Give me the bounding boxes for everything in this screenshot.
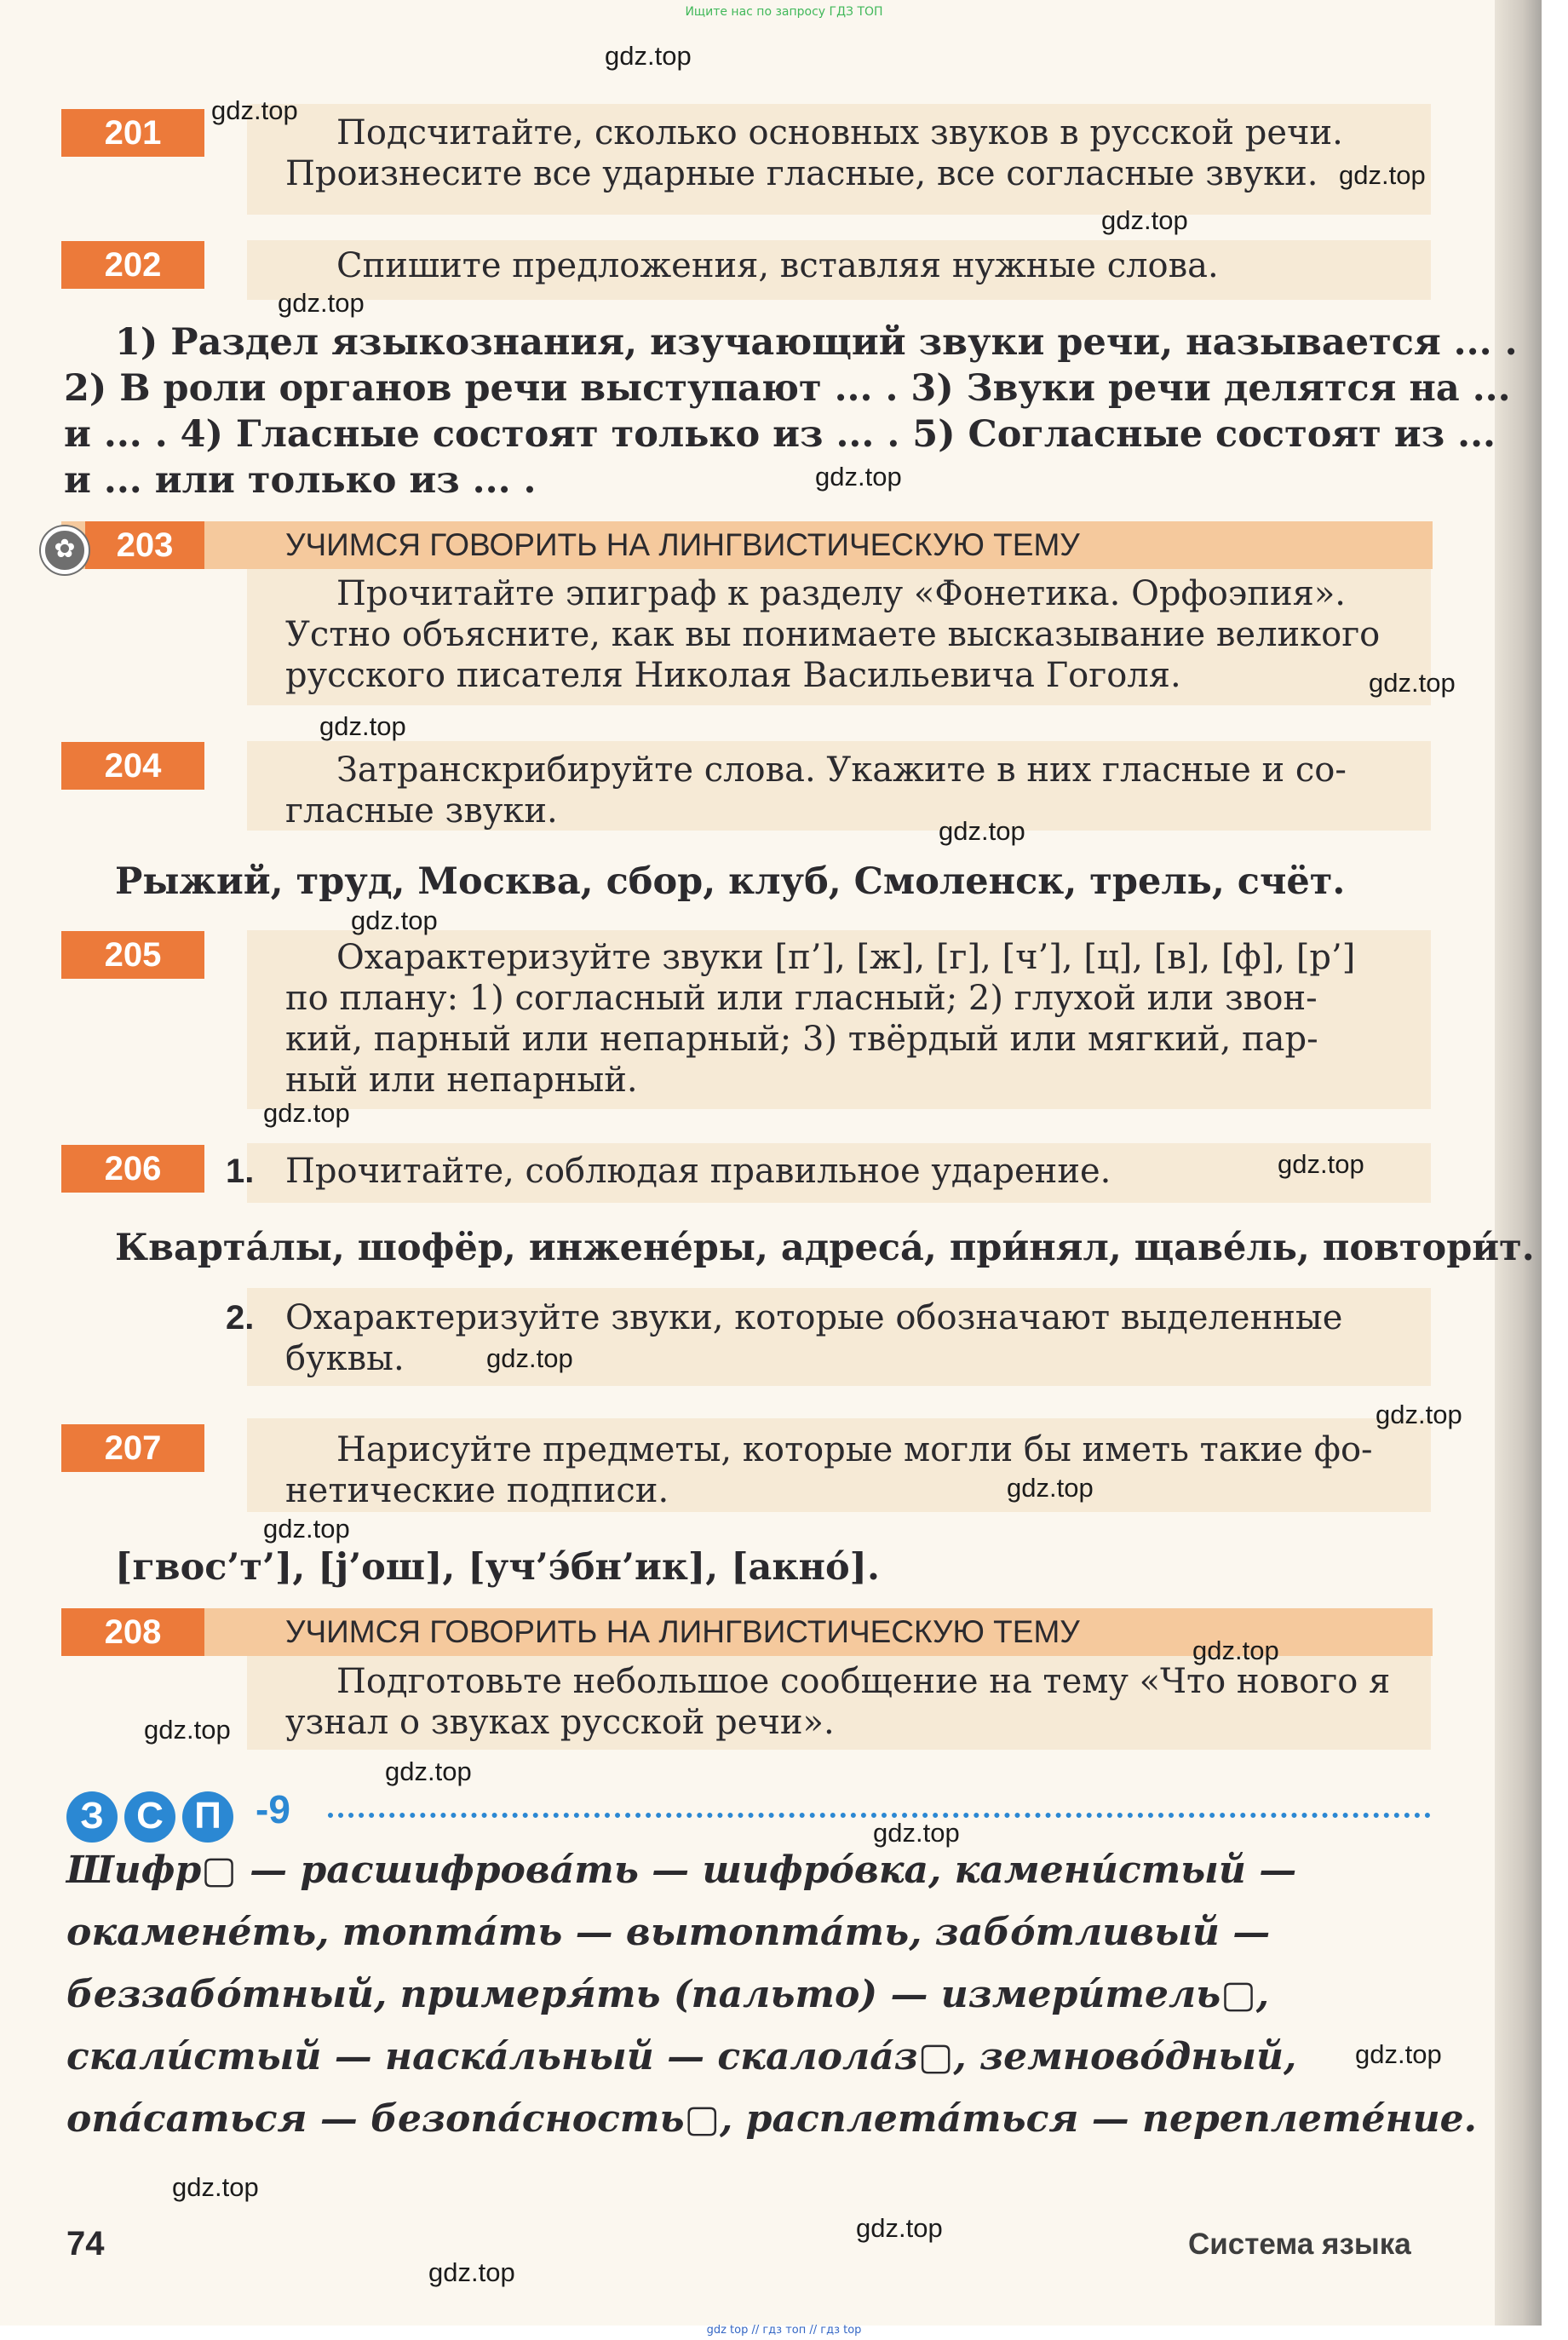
watermark: gdz.top [1355, 2039, 1442, 2069]
exercise-205-line: ный или непарный. [285, 1061, 638, 1100]
watermark: gdz.top [1278, 1149, 1364, 1179]
watermark: gdz.top [939, 816, 1025, 846]
exercise-201-line: Подсчитайте, сколько основных звуков в русской речи. [336, 113, 1343, 152]
watermark: gdz.top [263, 1514, 350, 1544]
exercise-208-number: 208 [61, 1608, 204, 1656]
watermark: gdz.top [1339, 160, 1426, 190]
exercise-205-number: 205 [61, 931, 204, 979]
zsp-line: беззабо́тный, примеря́ть (пальто) — измери́тель▢, [66, 1973, 1270, 2016]
watermark: gdz.top [1101, 205, 1188, 235]
watermark: gdz.top [351, 906, 438, 935]
exercise-203-line: Прочитайте эпиграф к разделу «Фонетика. Орфоэпия». [336, 574, 1347, 613]
zsp-badge-p: П [182, 1791, 233, 1843]
exercise-203-line: русского писателя Николая Васильевича Гоголя. [285, 656, 1181, 695]
watermark: gdz.top [856, 2213, 943, 2243]
exercise-202-number: 202 [61, 241, 204, 289]
exercise-207-number: 207 [61, 1424, 204, 1472]
exercise-205-line: Охарактеризуйте звуки [п’], [ж], [г], [ч’], [ц], [в], [ф], [р’] [336, 938, 1356, 977]
exercise-208-line: узнал о звуках русской речи». [285, 1703, 835, 1742]
watermark: gdz.top [1369, 668, 1456, 698]
zsp-badge-z: З [66, 1791, 118, 1843]
exercise-206-line: буквы. [285, 1339, 405, 1378]
watermark: gdz.top [1007, 1473, 1094, 1503]
exercise-201-line: Произнесите все ударные гласные, все согласные звуки. [285, 154, 1318, 193]
watermark: gdz.top [319, 711, 406, 741]
page-number: 74 [66, 2225, 105, 2262]
watermark: gdz.top [873, 1818, 960, 1848]
top-note: Ищите нас по запросу ГДЗ ТОП [685, 5, 883, 19]
watermark: gdz.top [486, 1343, 573, 1373]
exercise-202-body: 1) Раздел языкознания, изучающий звуки речи, называется ... . [115, 321, 1518, 364]
watermark: gdz.top [1376, 1400, 1462, 1429]
watermark: gdz.top [815, 462, 902, 492]
zsp-line: опа́саться — безопа́сность▢, расплета́ться — переплете́ние. [66, 2097, 1477, 2141]
exercise-206-number: 206 [61, 1145, 204, 1193]
exercise-203-heading: УЧИМСЯ ГОВОРИТЬ НА ЛИНГВИСТИЧЕСКУЮ ТЕМУ [285, 527, 1080, 562]
exercise-206-line: Прочитайте, соблюдая правильное ударение. [285, 1152, 1111, 1191]
creative-task-icon: ✿ [41, 526, 89, 574]
exercise-208-line: Подготовьте небольшое сообщение на тему «Что нового я [336, 1662, 1391, 1701]
exercise-207-line: Нарисуйте предметы, которые могли бы иметь такие фо- [336, 1430, 1373, 1469]
section-title: Система языка [1188, 2228, 1411, 2261]
exercise-207-body: [гвос’т’], [j’ош], [уч’э́бн’ик], [акно́]. [115, 1546, 880, 1589]
exercise-208-heading: УЧИМСЯ ГОВОРИТЬ НА ЛИНГВИСТИЧЕСКУЮ ТЕМУ [285, 1614, 1080, 1649]
exercise-206-line: Охарактеризуйте звуки, которые обозначают выделенные [285, 1298, 1343, 1337]
exercise-202-body: и ... или только из ... . [64, 459, 537, 502]
exercise-204-line: гласные звуки. [285, 791, 558, 831]
zsp-number: -9 [256, 1787, 290, 1831]
zsp-badge-s: С [124, 1791, 175, 1843]
exercise-202-body: и ... . 4) Гласные состоят только из ... . 5) Согласные состоят из ... [64, 413, 1496, 456]
watermark: gdz.top [211, 95, 298, 125]
bottom-note: gdz top // гдз топ // гдз top [706, 2324, 862, 2337]
watermark: gdz.top [1192, 1636, 1279, 1665]
watermark: gdz.top [263, 1098, 350, 1128]
exercise-202-line: Спишите предложения, вставляя нужные слова. [336, 246, 1219, 285]
exercise-201-number: 201 [61, 109, 204, 157]
watermark: gdz.top [278, 288, 365, 318]
exercise-204-body: Рыжий, труд, Москва, сбор, клуб, Смоленск, трель, счёт. [115, 860, 1346, 903]
watermark: gdz.top [172, 2172, 259, 2202]
exercise-204-line: Затранскрибируйте слова. Укажите в них гласные и со- [336, 750, 1347, 790]
exercise-207-line: нетические подписи. [285, 1471, 669, 1510]
exercise-204-number: 204 [61, 742, 204, 790]
watermark: gdz.top [144, 1715, 231, 1745]
exercise-203-number: 203 [85, 521, 204, 569]
watermark: gdz.top [605, 41, 692, 71]
exercise-202-body: 2) В роли органов речи выступают ... . 3) Звуки речи делятся на ... [64, 367, 1511, 410]
zsp-line: скали́стый — наска́льный — скалола́з▢, земново́дный, [66, 2035, 1297, 2078]
exercise-206-item-1: 1. [226, 1153, 255, 1190]
zsp-line: Шифр▢ — расшифрова́ть — шифро́вка, камени́стый — [66, 1848, 1297, 1892]
exercise-206-body: Кварта́лы, шофёр, инжене́ры, адреса́, при́нял, щаве́ль, повтори́т. [115, 1227, 1535, 1269]
zsp-line: окамене́ть, топта́ть — вытопта́ть, забо́тливый — [66, 1911, 1271, 1954]
exercise-205-line: по плану: 1) согласный или гласный; 2) глухой или звон- [285, 979, 1318, 1018]
exercise-203-line: Устно объясните, как вы понимаете высказывание великого [285, 615, 1381, 654]
watermark: gdz.top [428, 2257, 515, 2287]
exercise-205-line: кий, парный или непарный; 3) твёрдый или мягкий, пар- [285, 1020, 1318, 1059]
exercise-206-item-2: 2. [226, 1299, 255, 1337]
watermark: gdz.top [385, 1756, 472, 1786]
